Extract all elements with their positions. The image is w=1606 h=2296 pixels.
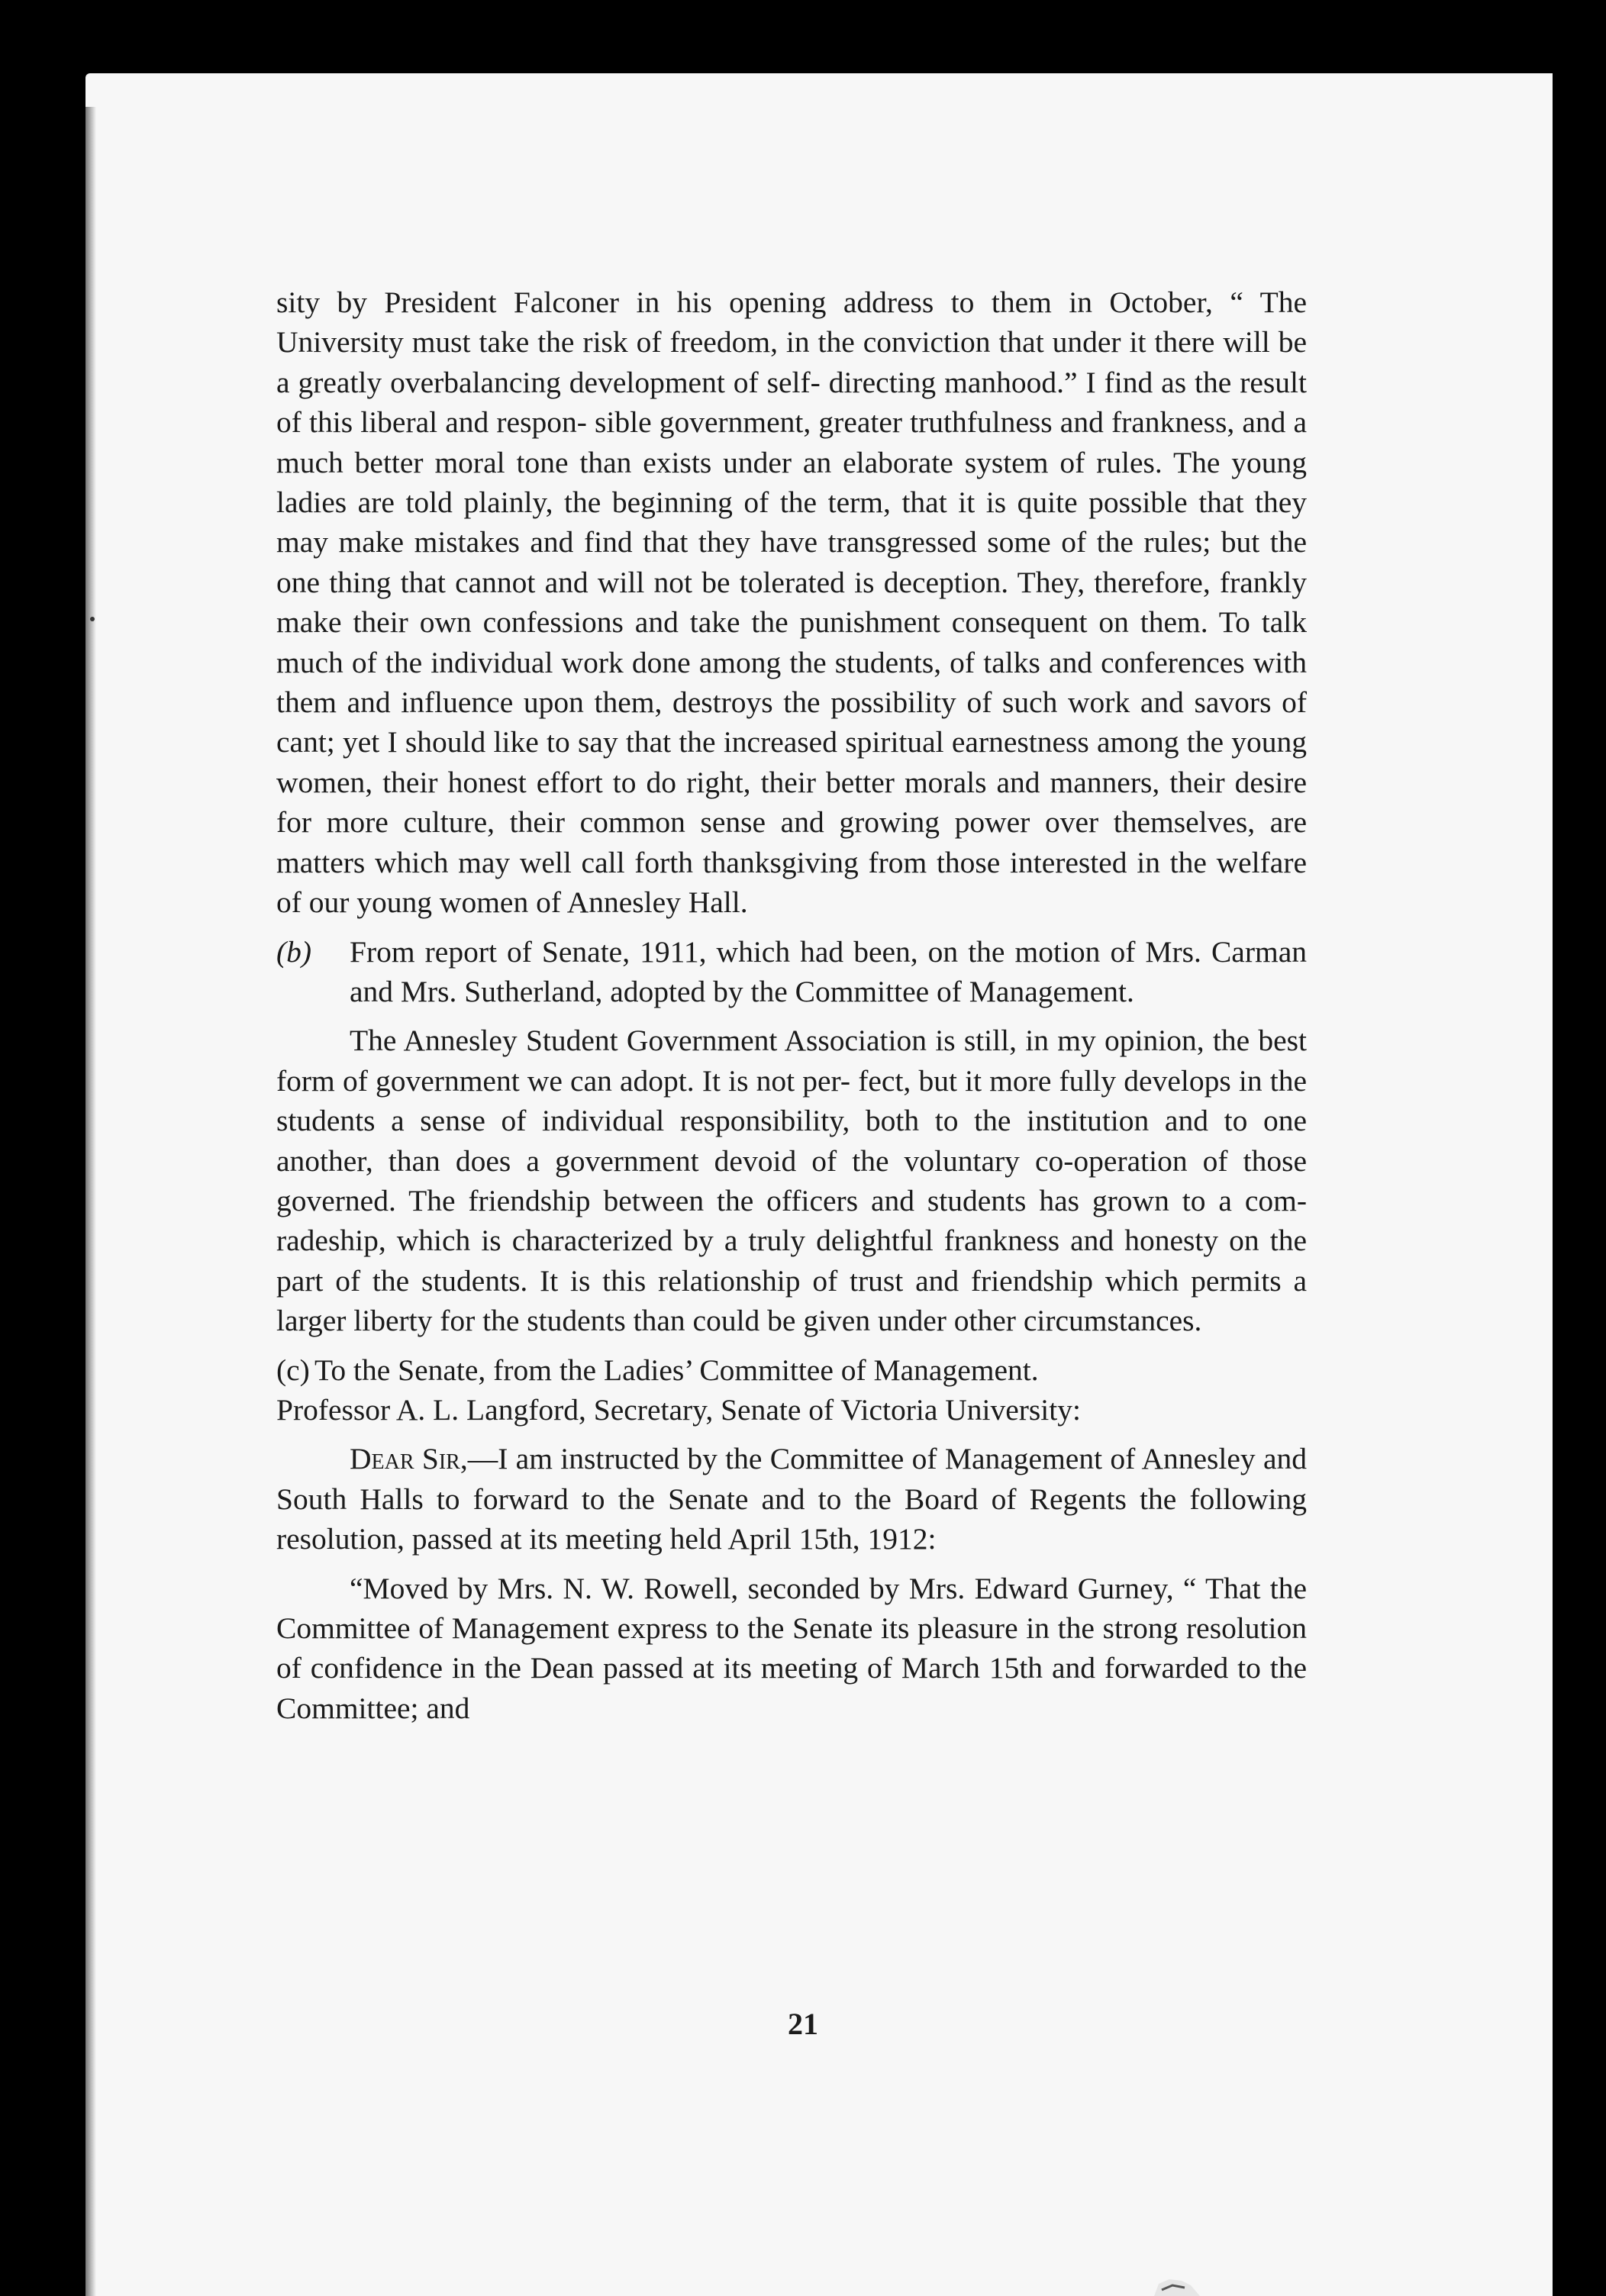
text-line: have transgressed some of the rules; but the one thing that cannot [276, 525, 1307, 599]
text-line: themselves, are matters which may well call forth thanksgiving from [276, 805, 1307, 879]
text-line: honesty on the part of the students. It is this relationship of trust [276, 1224, 1307, 1298]
text-line: Mrs. Carman and Mrs. Sutherland, adopted by the Committee of [350, 934, 1308, 1008]
salutation: Dear Sir, [350, 1442, 468, 1476]
text-line: Management. [969, 974, 1134, 1008]
text-line: fect, but it more fully develops in the students a sense of individual [276, 1063, 1308, 1138]
text-line: under it there will be a greatly overbalancing development of self- [276, 325, 1307, 399]
text-line: could be given under other circumstances. [692, 1304, 1202, 1338]
letter-body [276, 1439, 1307, 1559]
text-line: and friendship which permits a larger liberty for the students than [276, 1263, 1307, 1338]
text-line: radeship, which is characterized by a truly delightful frankness and [276, 1224, 1114, 1258]
text-line: the possibility of such work and savors of cant; yet I should like to [276, 685, 1307, 759]
text-line: better moral tone than exists under an elaborate system of rules. [354, 445, 1163, 479]
text-line: sity by President Falconer in his opening address to them in October, [276, 285, 1213, 319]
paragraph-freedom [276, 282, 1307, 923]
item-label: (c) [276, 1353, 310, 1387]
page-number: 21 [788, 2007, 818, 2041]
text-line: Gurney, “ That the Committee of Management express to the Senate [276, 1571, 1308, 1645]
text-line: at its meeting of March 15th and forwarded to the Committee; and [276, 1651, 1307, 1725]
text-line: “ The University must take the risk of freedom, in the conviction that [276, 285, 1308, 360]
text-line: their own confessions and take the punishment consequent on them. [353, 605, 1208, 640]
text-line: “Moved by Mrs. N. W. Rowell, seconded by Mrs. Edward [350, 1571, 1069, 1605]
text-line: sible government, greater truthfulness and frankness, and a much [276, 405, 1308, 479]
text-line: it is quite possible that they may make mistakes and find that they [276, 485, 1307, 559]
text-line: To the Senate, from the Ladies’ Committee of Management. [314, 1353, 1039, 1387]
text-line: To talk much of the individual work done among the students, of [276, 605, 1307, 679]
text-line: talks and conferences with them and influence upon them, destroys [276, 645, 1308, 720]
text-line: The friendship between the officers and students has grown to a com- [408, 1183, 1307, 1217]
text-line: —I am instructed by the Committee of Management [467, 1442, 1103, 1476]
text-line: April 15th, 1912: [727, 1522, 937, 1556]
paragraph-student-government [276, 1021, 1307, 1340]
text-line: of Annesley and South Halls to forward to the Senate and to the [276, 1442, 1307, 1516]
text-line: a government devoid of the voluntary co-operation of those governed. [276, 1143, 1308, 1217]
item-b-senate-report [276, 932, 1307, 1012]
text-line: and will not be tolerated is deception. They, therefore, frankly make [276, 565, 1307, 640]
text-line: responsibility, both to the institution and to one another, than does [276, 1104, 1308, 1178]
text-line: their honest effort to do right, their better morals and manners, their [382, 765, 1225, 799]
text-line: Professor A. L. Langford, Secretary, Senate of Victoria University: [276, 1392, 1081, 1427]
text-line: those interested in the welfare of our young women of Annesley Hall. [276, 845, 1307, 920]
text-line: its pleasure in the strong resolution of confidence in the Dean passed [276, 1611, 1307, 1685]
item-c-ladies-committee [276, 1350, 1307, 1390]
text-line: desire for more culture, their common sense and growing power over [276, 765, 1307, 840]
item-label: (b) [276, 934, 312, 969]
text-line: say that the increased spiritual earnestness among the young women, [276, 725, 1308, 799]
text-line: The Annesley Student Government Association is still, in my [350, 1024, 1096, 1058]
scan-artifact-mark [1151, 2273, 1204, 2296]
text-line: opinion, the best form of government we can adopt. It is not per- [276, 1024, 1308, 1098]
text-line: Board of Regents the following resolution, passed at its meeting held [276, 1482, 1307, 1556]
resolution-text [276, 1569, 1307, 1729]
text-line: From report of Senate, 1911, which had been, on the motion of [350, 934, 1136, 969]
addressee [276, 1390, 1307, 1430]
text-line: The young ladies are told plainly, the beginning of the term, that [276, 445, 1307, 520]
binding-shadow [85, 107, 96, 2296]
body-text [276, 282, 1307, 1728]
margin-speck [90, 617, 95, 621]
text-line: directing manhood.” I find as the result of this liberal and respon- [276, 365, 1307, 440]
